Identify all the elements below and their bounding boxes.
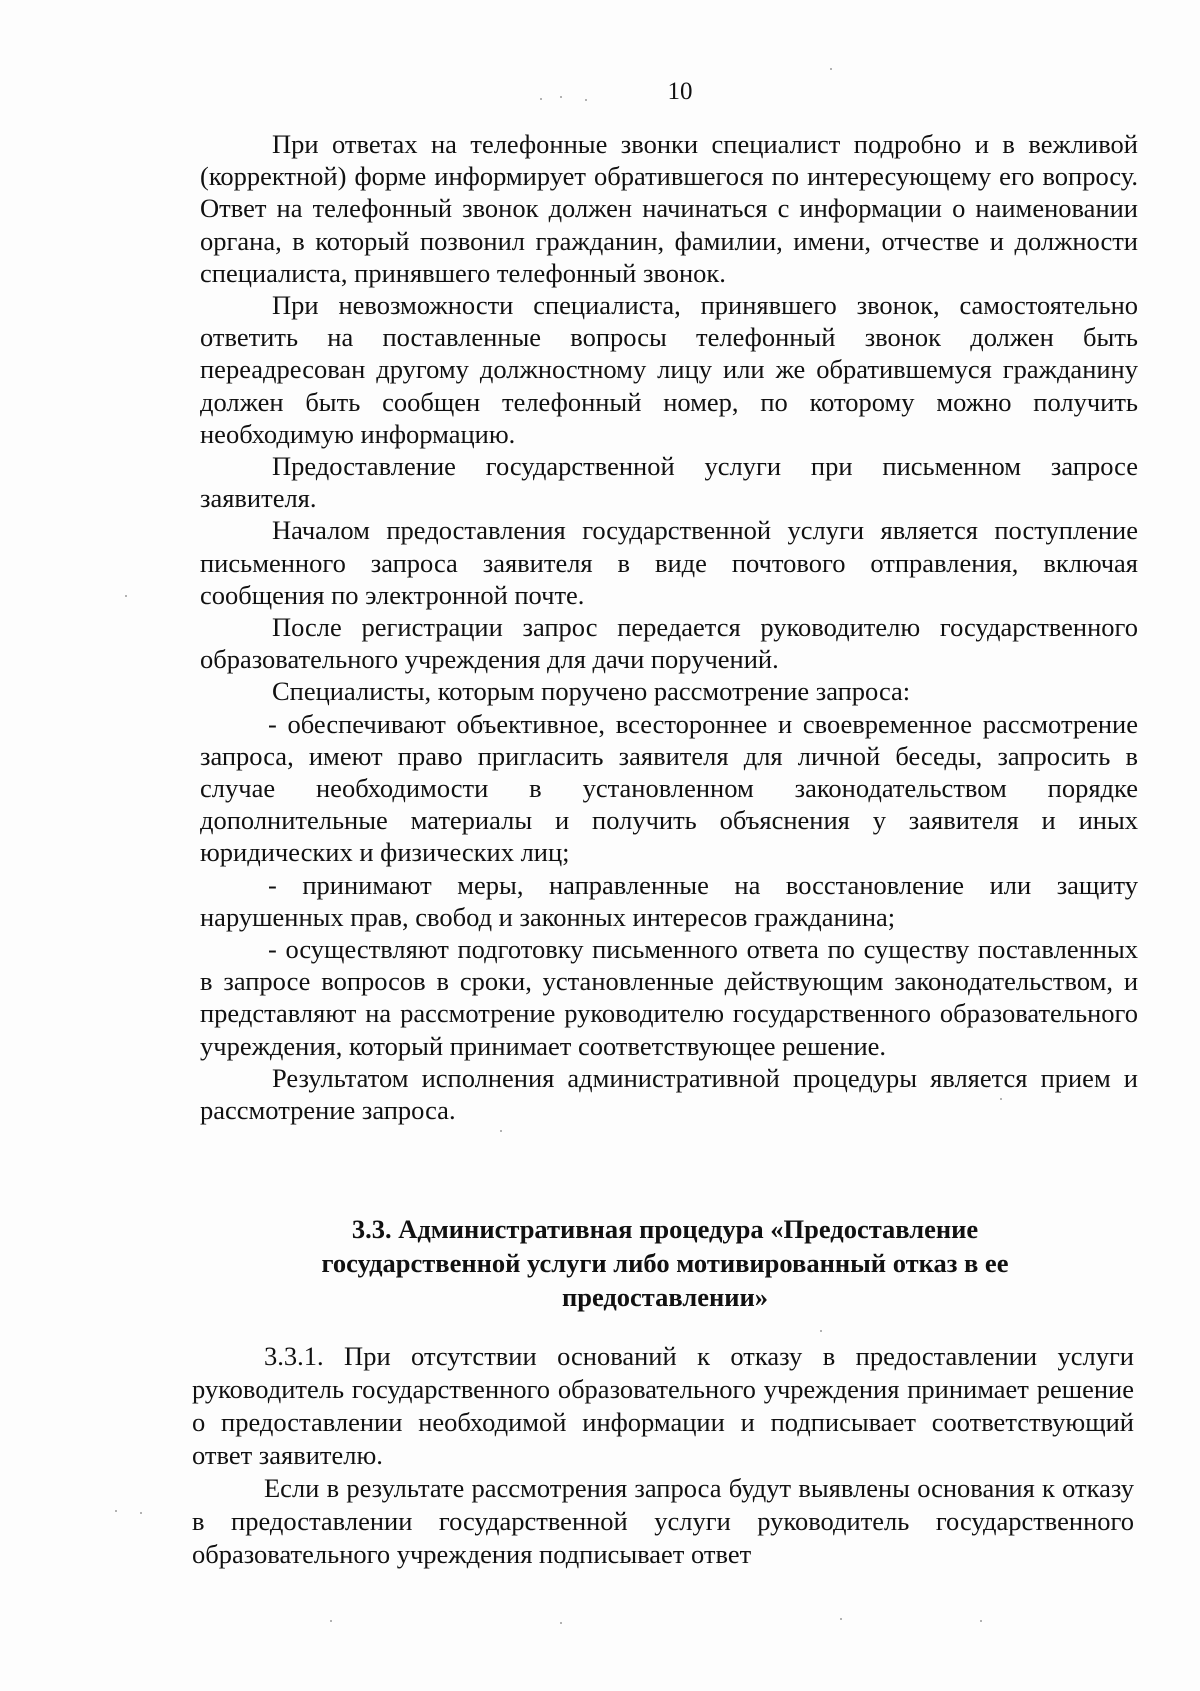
scan-speck [980,1620,982,1622]
document-body [200,128,1138,1126]
scan-speck [585,99,587,101]
paragraph: Началом предоставления государственной услуги является поступление письменного запроса заявителя в виде почтового отправления, включая сообщения по электронной почте. [200,515,1138,610]
scan-speck [560,96,562,98]
document-body-continued [192,1340,1134,1571]
scan-speck [1000,1098,1002,1100]
scan-speck [125,595,127,597]
section-heading [280,1212,1050,1314]
paragraph: При невозможности специалиста, принявшего звонок, самостоятельно ответить на поставленные вопросы телефонный звонок должен быть переадресован другому должностному лицу или же обратившемуся гражданину должен быть сообщен телефонный номер, по которому можно получить необходимую информацию. [200,290,1138,449]
paragraph: Специалисты, которым поручено рассмотрение запроса: [272,676,911,707]
scan-speck [840,1618,842,1620]
scan-speck [830,68,832,70]
paragraph: Если в результате рассмотрения запроса будут выявлены основания к отказу в предоставлении государственной услуги руководитель государственного образовательного учреждения подписывает ответ [192,1473,1134,1569]
section-heading-line: государственной услуги либо мотивированный отказ в ее [321,1248,1009,1278]
scan-speck [115,1510,117,1512]
section-heading-line: 3.3. Административная процедура «Предоставление [351,1214,979,1244]
scan-speck [560,1622,562,1624]
section-heading-line: предоставлении» [561,1282,769,1312]
paragraph: При ответах на телефонные звонки специалист подробно и в вежливой (корректной) форме информирует обратившегося по интересующему его вопросу. Ответ на телефонный звонок должен начинаться с информации о наименовании органа, в который позвонил гражданин, фамилии, имени, отчестве и должности специалиста, принявшего телефонный звонок. [200,129,1138,288]
scan-speck [820,1330,822,1332]
paragraph: После регистрации запрос передается руководителю государственного образовательного учреждения для дачи поручений. [200,612,1138,675]
list-item: - обеспечивают объективное, всестороннее и своевременное рассмотрение запроса, имеют право пригласить заявителя для личной беседы, запросить в случае необходимости в установленном законодательством порядке дополнительные материалы и получить объяснения у заявителя и иных юридических и физических лиц; [200,708,1138,868]
page-number: 10 [667,78,693,105]
scan-speck [330,1620,332,1622]
paragraph: Результатом исполнения административной процедуры является прием и рассмотрение запроса. [200,1062,1138,1126]
scan-speck [500,1130,502,1132]
scan-speck [540,98,542,100]
paragraph: 3.3.1. При отсутствии оснований к отказу в предоставлении услуги руководитель государственного образовательного учреждения принимает решение о предоставлении необходимой информации и подписывает соответствующий ответ заявителю. [192,1341,1134,1470]
paragraph: Предоставление государственной услуги при письменном запросе заявителя. [200,451,1138,514]
list-item: - принимают меры, направленные на восстановление или защиту нарушенных прав, свобод и законных интересов гражданина; [200,869,1138,932]
scan-speck [140,1512,142,1514]
list-item: - осуществляют подготовку письменного ответа по существу поставленных в запросе вопросов в сроки, установленные действующим законодательством, и представляют на рассмотрение руководителю государственного образовательного учреждения, который принимает соответствующее решение. [200,934,1138,1061]
